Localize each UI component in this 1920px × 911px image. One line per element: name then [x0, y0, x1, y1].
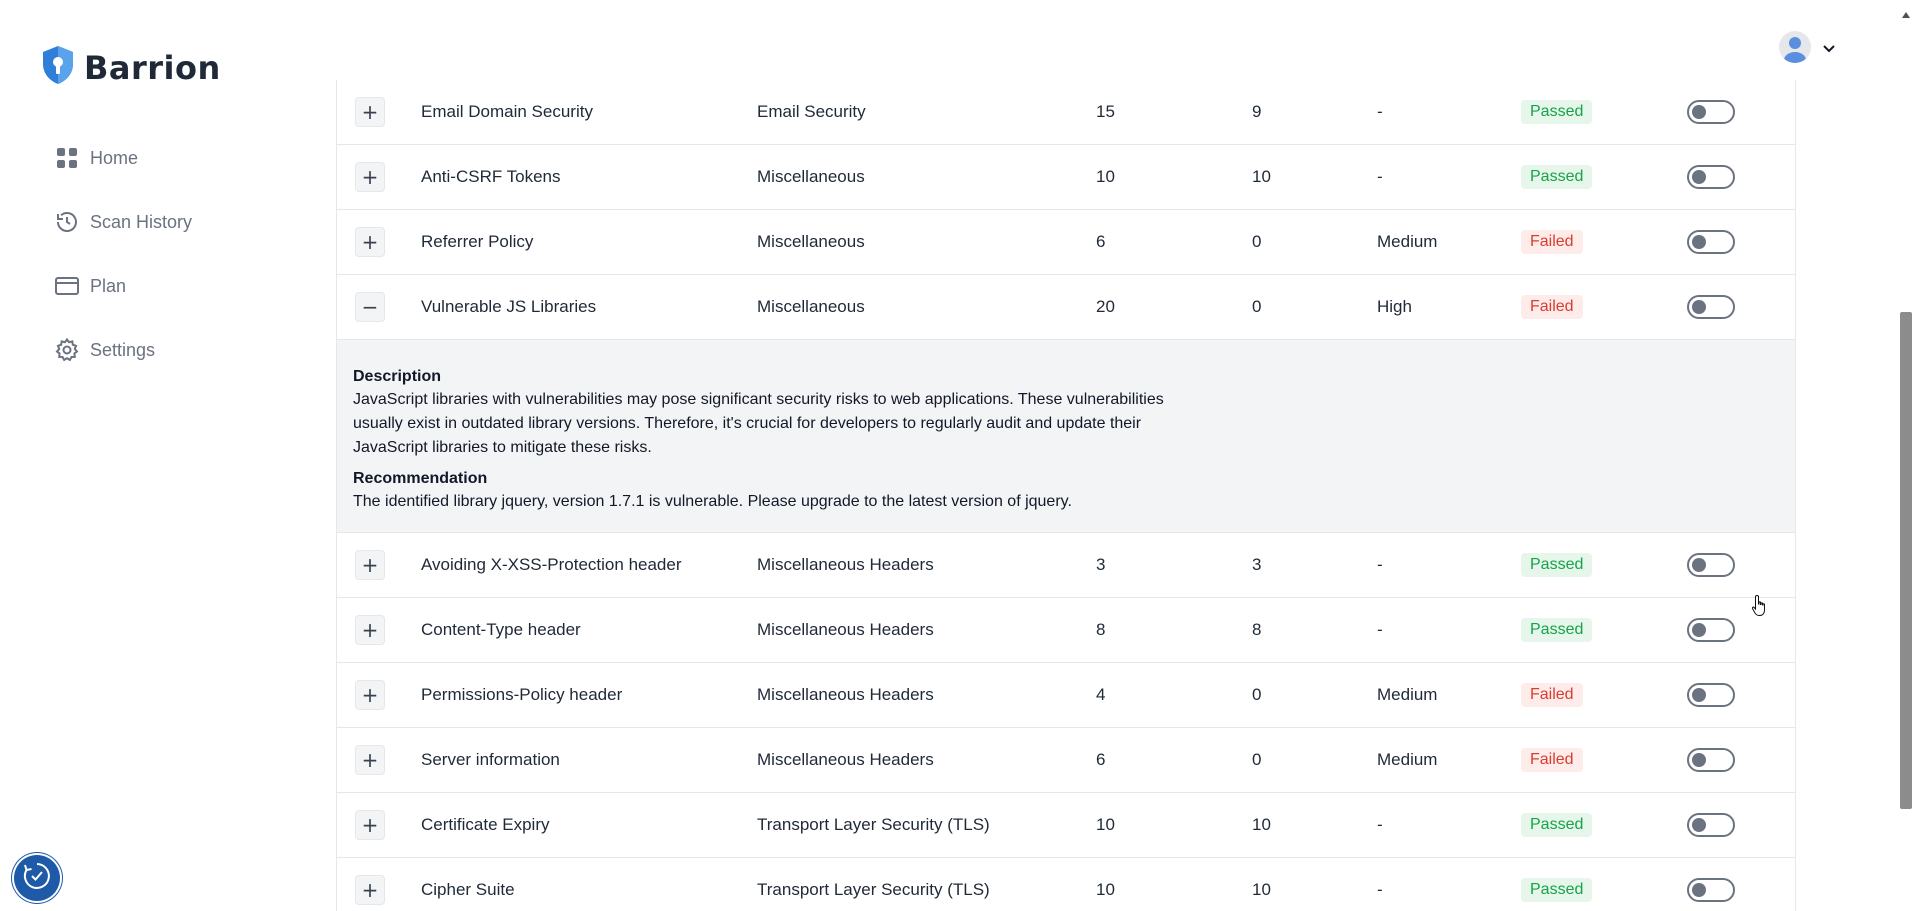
table-row — [337, 145, 1795, 210]
sidebar — [0, 0, 336, 911]
score: 10 — [1252, 880, 1271, 899]
status-badge: Passed — [1521, 813, 1592, 837]
results-table — [336, 80, 1796, 911]
max-score: 10 — [1096, 815, 1115, 834]
hand-cursor-icon — [1751, 594, 1769, 623]
status-badge: Failed — [1521, 230, 1583, 254]
table-row-expanded — [337, 275, 1795, 340]
shield-logo-icon — [40, 44, 76, 91]
max-score: 6 — [1096, 232, 1106, 251]
expand-button[interactable]: + — [355, 810, 385, 840]
check-category: Transport Layer Security (TLS) — [757, 815, 990, 834]
score: 0 — [1252, 232, 1262, 251]
check-name: Referrer Policy — [421, 232, 534, 251]
status-badge: Passed — [1521, 878, 1592, 902]
table-row — [337, 858, 1795, 911]
score: 0 — [1252, 297, 1262, 316]
expand-button[interactable]: + — [355, 550, 385, 580]
table-row — [337, 793, 1795, 858]
check-category: Email Security — [757, 102, 866, 121]
severity: - — [1377, 880, 1383, 899]
expand-button[interactable]: + — [355, 227, 385, 257]
table-row — [337, 533, 1795, 598]
severity: High — [1377, 297, 1412, 316]
severity: Medium — [1377, 685, 1438, 704]
sidebar-item-home[interactable] — [54, 126, 192, 190]
score: 8 — [1252, 620, 1262, 639]
max-score: 4 — [1096, 685, 1106, 704]
expand-button[interactable]: + — [355, 875, 385, 905]
description-heading: Description — [353, 368, 442, 385]
expand-button[interactable]: + — [355, 615, 385, 645]
sidebar-item-label: Settings — [90, 339, 156, 360]
status-badge: Passed — [1521, 165, 1592, 189]
sidebar-nav — [54, 126, 192, 382]
check-name: Cipher Suite — [421, 880, 515, 899]
max-score: 15 — [1096, 102, 1115, 121]
description-text: JavaScript libraries with vulnerabilities may pose significant security risks to web applications. These vulnerabilities usually exist in outdated library versions. Therefore, it's crucial for developers to regularly audit and update their JavaScript libraries to mitigate these risks. — [353, 391, 1164, 456]
status-badge: Failed — [1521, 295, 1583, 319]
recommendation-text: The identified library jquery, version 1.7.1 is vulnerable. Please upgrade to the latest version of jquery. — [353, 493, 1072, 510]
score: 3 — [1252, 555, 1262, 574]
table-row — [337, 728, 1795, 793]
expand-button[interactable]: + — [355, 162, 385, 192]
score: 10 — [1252, 167, 1271, 186]
check-name: Email Domain Security — [421, 102, 593, 121]
sidebar-item-scan-history[interactable] — [54, 190, 192, 254]
check-name: Anti-CSRF Tokens — [421, 167, 561, 186]
max-score: 3 — [1096, 555, 1106, 574]
max-score: 10 — [1096, 167, 1115, 186]
severity: - — [1377, 167, 1383, 186]
severity: Medium — [1377, 750, 1438, 769]
check-name: Permissions-Policy header — [421, 685, 623, 704]
expand-button[interactable]: + — [355, 97, 385, 127]
accessibility-icon — [22, 861, 52, 896]
scrollbar-thumb[interactable] — [1900, 312, 1912, 809]
gear-icon — [54, 337, 80, 363]
table-row — [337, 210, 1795, 275]
score: 10 — [1252, 815, 1271, 834]
check-name: Server information — [421, 750, 560, 769]
credit-card-icon — [54, 273, 80, 299]
ignore-toggle[interactable] — [1687, 553, 1735, 577]
accessibility-button[interactable] — [14, 855, 60, 901]
score: 0 — [1252, 750, 1262, 769]
ignore-toggle[interactable] — [1687, 100, 1735, 124]
scroll-up-arrow-icon[interactable] — [1902, 12, 1910, 18]
table-row — [337, 663, 1795, 728]
ignore-toggle[interactable] — [1687, 295, 1735, 319]
table-row — [337, 80, 1795, 145]
check-category: Transport Layer Security (TLS) — [757, 880, 990, 899]
collapse-button[interactable]: − — [355, 292, 385, 322]
severity: - — [1377, 620, 1383, 639]
status-badge: Passed — [1521, 553, 1592, 577]
table-row — [337, 598, 1795, 663]
expand-button[interactable]: + — [355, 745, 385, 775]
status-badge: Failed — [1521, 683, 1583, 707]
row-details-panel — [337, 340, 1795, 533]
check-name: Avoiding X-XSS-Protection header — [421, 555, 682, 574]
ignore-toggle[interactable] — [1687, 878, 1735, 902]
check-category: Miscellaneous — [757, 167, 865, 186]
recommendation-heading: Recommendation — [353, 470, 488, 487]
check-name: Vulnerable JS Libraries — [421, 297, 597, 316]
ignore-toggle[interactable] — [1687, 748, 1735, 772]
home-grid-icon — [54, 145, 80, 171]
check-category: Miscellaneous Headers — [757, 555, 934, 574]
score: 0 — [1252, 685, 1262, 704]
ignore-toggle[interactable] — [1687, 165, 1735, 189]
ignore-toggle[interactable] — [1687, 683, 1735, 707]
check-name: Certificate Expiry — [421, 815, 550, 834]
score: 9 — [1252, 102, 1262, 121]
check-name: Content-Type header — [421, 620, 581, 639]
max-score: 10 — [1096, 880, 1115, 899]
history-icon — [54, 209, 80, 235]
sidebar-item-plan[interactable] — [54, 254, 192, 318]
severity: - — [1377, 555, 1383, 574]
sidebar-item-label: Home — [90, 147, 139, 168]
max-score: 8 — [1096, 620, 1106, 639]
check-category: Miscellaneous — [757, 232, 865, 251]
ignore-toggle[interactable] — [1687, 813, 1735, 837]
check-category: Miscellaneous Headers — [757, 620, 934, 639]
user-menu[interactable] — [1778, 30, 1836, 69]
status-badge: Failed — [1521, 748, 1583, 772]
sidebar-item-label: Plan — [90, 275, 127, 296]
status-badge: Passed — [1521, 618, 1592, 642]
severity: Medium — [1377, 232, 1438, 251]
sidebar-item-settings[interactable] — [54, 318, 192, 382]
status-badge: Passed — [1521, 100, 1592, 124]
ignore-toggle[interactable] — [1687, 618, 1735, 642]
check-category: Miscellaneous — [757, 297, 865, 316]
sidebar-item-label: Scan History — [90, 211, 193, 232]
expand-button[interactable]: + — [355, 680, 385, 710]
avatar-icon — [1778, 30, 1812, 69]
ignore-toggle[interactable] — [1687, 230, 1735, 254]
logo[interactable] — [40, 44, 221, 91]
max-score: 6 — [1096, 750, 1106, 769]
severity: - — [1377, 102, 1383, 121]
check-category: Miscellaneous Headers — [757, 685, 934, 704]
page-scrollbar[interactable] — [1896, 0, 1920, 911]
severity: - — [1377, 815, 1383, 834]
app-name: Barrion — [84, 48, 221, 87]
check-category: Miscellaneous Headers — [757, 750, 934, 769]
chevron-down-icon — [1822, 41, 1836, 59]
max-score: 20 — [1096, 297, 1115, 316]
